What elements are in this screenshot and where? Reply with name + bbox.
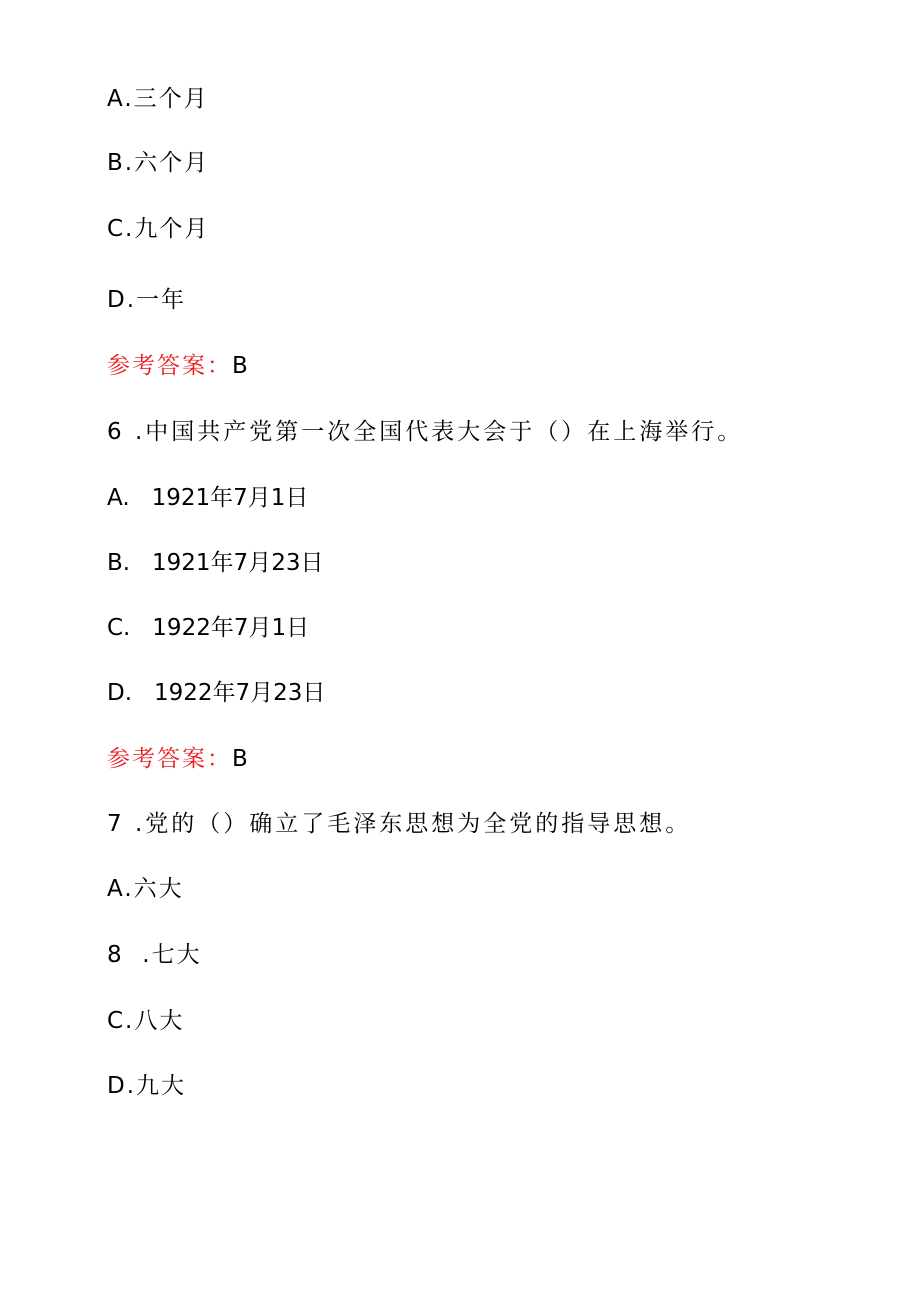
q5-option-c: C.九个月	[107, 216, 210, 242]
q5-answer	[107, 351, 250, 381]
q7-option-b: 8 .七大	[107, 942, 202, 968]
q6-option-c: C. 1922年7月1日	[107, 615, 310, 641]
q5-answer-label: 参考答案：	[107, 353, 232, 379]
q5-option-b: B.六个月	[107, 150, 210, 176]
q6-option-a: A. 1921年7月1日	[107, 485, 309, 511]
q5-option-a: A.三个月	[107, 86, 209, 112]
q7-option-a: A.六大	[107, 876, 184, 902]
q7-option-d: D.九大	[107, 1073, 187, 1099]
q6-option-d: D. 1922年7月23日	[107, 680, 326, 706]
q7-option-c: C.八大	[107, 1008, 185, 1034]
q6-answer-value: B	[232, 746, 250, 772]
q6-answer-label: 参考答案：	[107, 746, 232, 772]
q5-option-d: D.一年	[107, 287, 187, 313]
q6-option-b: B. 1921年7月23日	[107, 550, 324, 576]
q7-question: 7 .党的（）确立了毛泽东思想为全党的指导思想。	[107, 811, 692, 837]
q6-question: 6 .中国共产党第一次全国代表大会于（）在上海举行。	[107, 419, 744, 445]
q6-answer	[107, 744, 250, 774]
q5-answer-value: B	[232, 353, 250, 379]
